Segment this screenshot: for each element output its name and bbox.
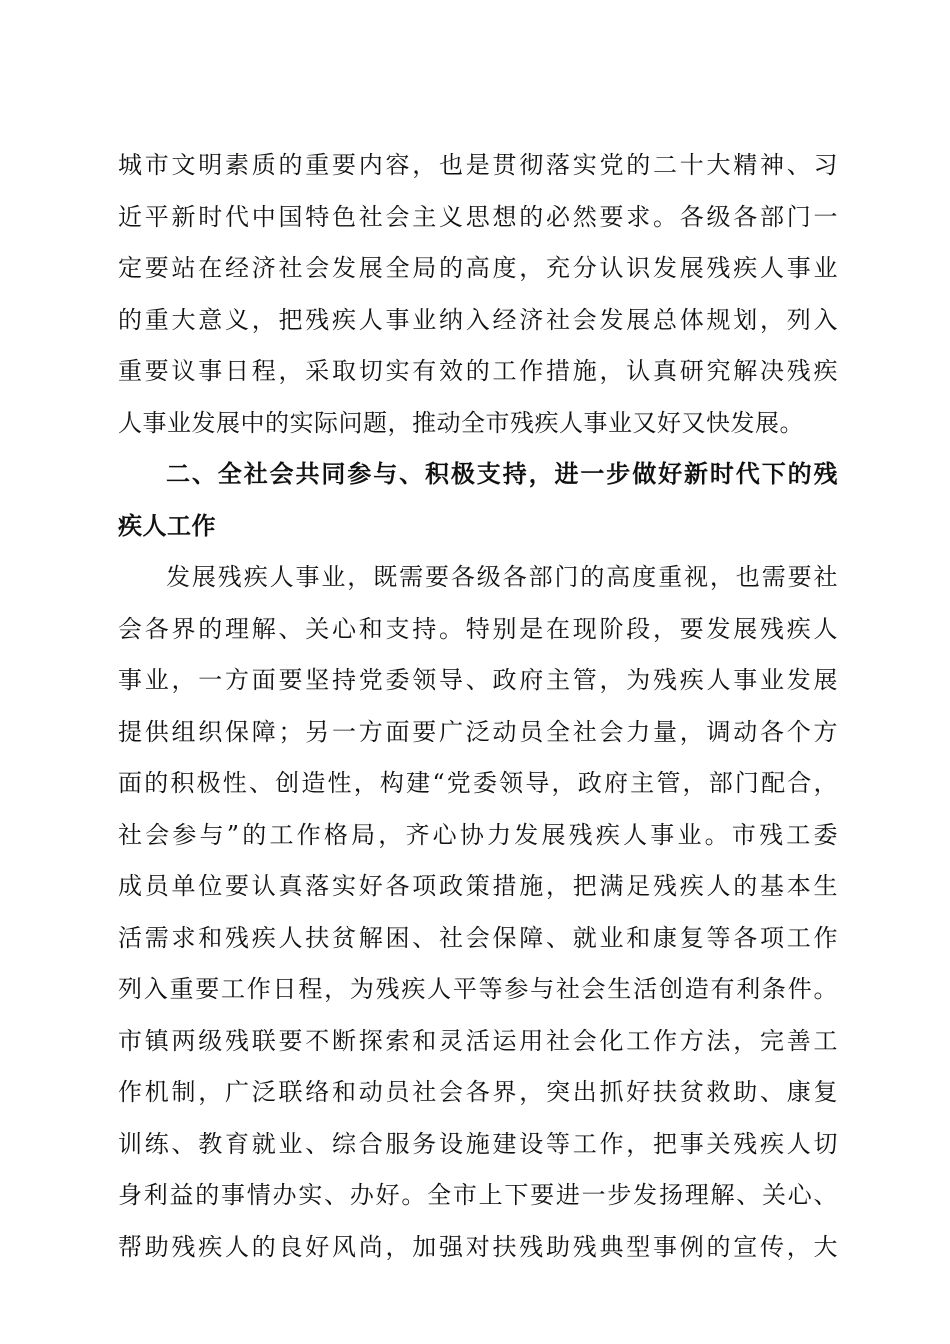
paragraph-line: 训练、教育就业、综合服务设施建设等工作，把事关残疾人切 xyxy=(118,1129,838,1158)
paragraph-line: 的重大意义，把残疾人事业纳入经济社会发展总体规划，列入 xyxy=(118,305,838,334)
paragraph-line: 社会参与”的工作格局，齐心协力发展残疾人事业。市残工委 xyxy=(118,820,838,849)
paragraph-line: 帮助残疾人的良好风尚，加强对扶残助残典型事例的宣传，大 xyxy=(118,1232,838,1261)
paragraph-line: 定要站在经济社会发展全局的高度，充分认识发展残疾人事业 xyxy=(118,254,838,282)
paragraph-line: 身利益的事情办实、办好。全市上下要进一步发扬理解、关心、 xyxy=(118,1181,838,1209)
paragraph-line: 作机制，广泛联络和动员社会各界，突出抓好扶贫救助、康复 xyxy=(118,1078,838,1106)
paragraph-line: 成员单位要认真落实好各项政策措施，把满足残疾人的基本生 xyxy=(118,872,838,900)
paragraph-line: 城市文明素质的重要内容，也是贯彻落实党的二十大精神、习 xyxy=(118,151,838,179)
paragraph-line: 列入重要工作日程，为残疾人平等参与社会生活创造有利条件。 xyxy=(118,975,838,1003)
paragraph-line: 市镇两级残联要不断探索和灵活运用社会化工作方法，完善工 xyxy=(118,1026,838,1055)
paragraph-line: 近平新时代中国特色社会主义思想的必然要求。各级各部门一 xyxy=(118,202,838,231)
section-heading-line: 疾人工作 xyxy=(118,511,216,540)
paragraph-line: 提供组织保障；另一方面要广泛动员全社会力量，调动各个方 xyxy=(118,717,838,746)
paragraph-line: 会各界的理解、关心和支持。特别是在现阶段，要发展残疾人 xyxy=(118,614,838,643)
paragraph-line: 重要议事日程，采取切实有效的工作措施，认真研究解决残疾 xyxy=(118,357,838,385)
paragraph-line: 人事业发展中的实际问题，推动全市残疾人事业又好又快发展。 xyxy=(118,408,804,437)
paragraph-line: 发展残疾人事业，既需要各级各部门的高度重视，也需要社 xyxy=(166,563,838,591)
paragraph-line: 活需求和残疾人扶贫解困、社会保障、就业和康复等各项工作 xyxy=(118,923,838,952)
paragraph-line: 面的积极性、创造性，构建“党委领导，政府主管，部门配合， xyxy=(118,769,838,797)
section-heading-line: 二、全社会共同参与、积极支持，进一步做好新时代下的残 xyxy=(166,460,838,488)
document-body xyxy=(118,140,838,1273)
paragraph-line: 事业，一方面要坚持党委领导、政府主管，为残疾人事业发展 xyxy=(118,666,838,694)
